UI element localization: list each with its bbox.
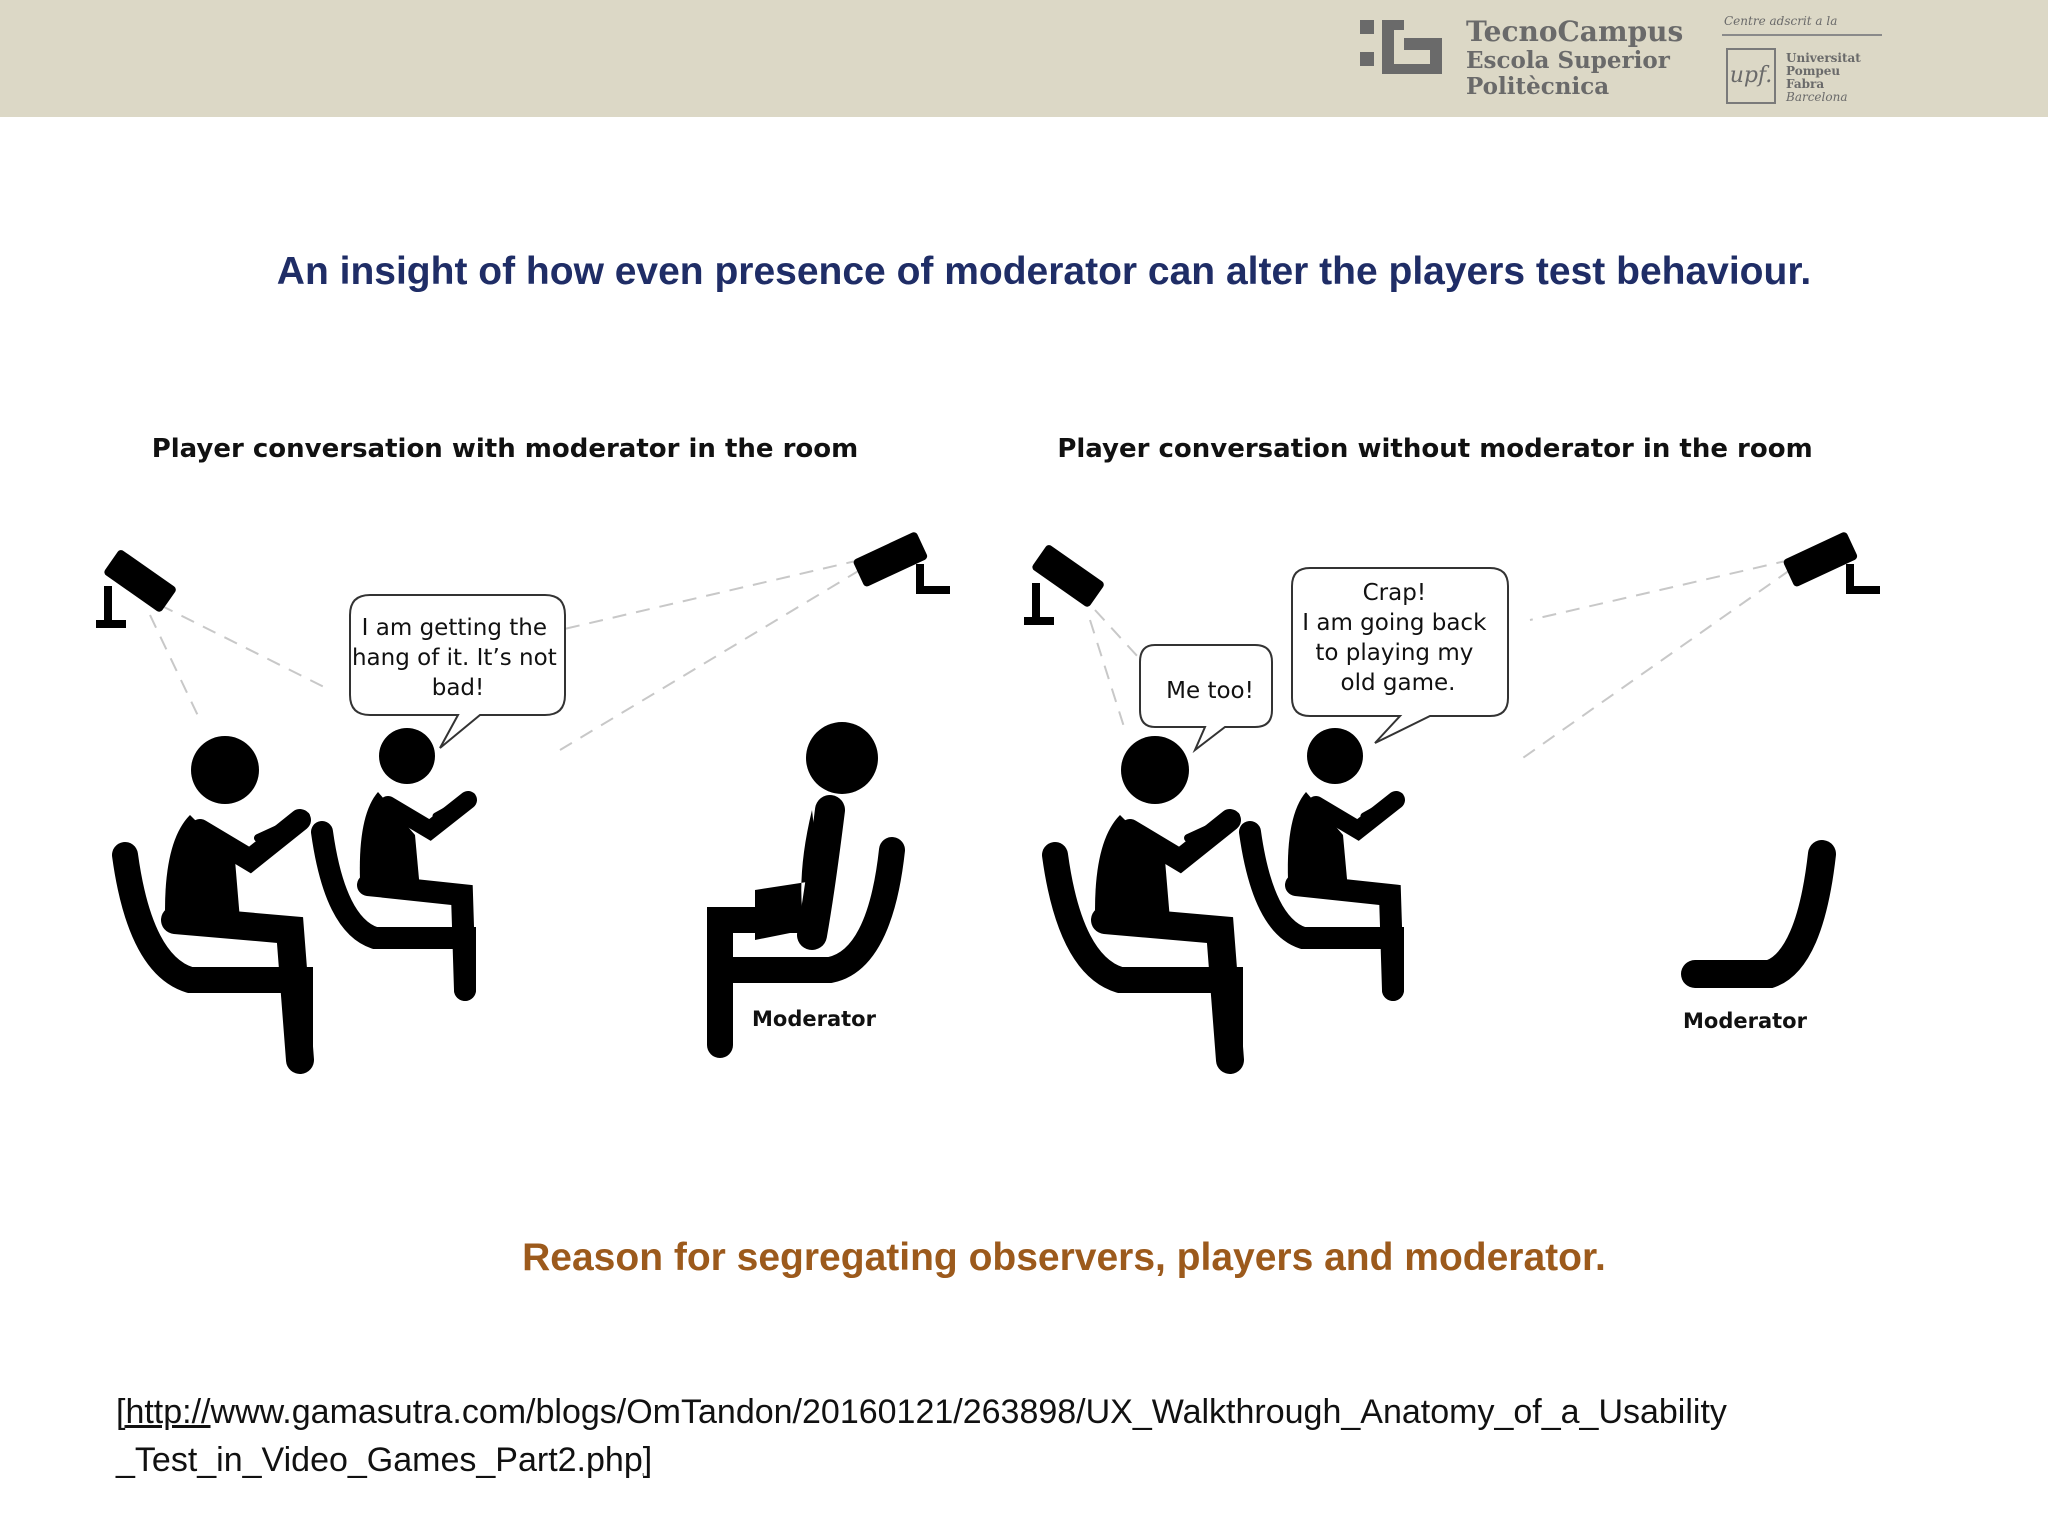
right-player-1-figure [1055, 736, 1236, 1060]
reference-link[interactable]: http:// [125, 1393, 211, 1431]
upf-university-name [1786, 52, 1882, 104]
left-panel-heading: Player conversation with moderator in the room [151, 434, 859, 464]
header-bar [0, 0, 2048, 117]
right-player-2-figure [1250, 728, 1400, 990]
left-security-camera-2-icon [852, 531, 950, 594]
tecnocampus-wordmark [1466, 16, 1683, 100]
subtitle: Reason for segregating observers, players and moderator. [522, 1236, 1606, 1279]
upf-line1: Universitat [1786, 51, 1861, 65]
right-security-camera-2-icon [1782, 531, 1880, 594]
left-bubble-line3: bad! [431, 675, 485, 701]
right-bubble-line2: I am going back [1302, 610, 1487, 636]
right-moderator-label: Moderator [1683, 1009, 1807, 1033]
right-empty-chair [1695, 854, 1822, 974]
reference-line2 [116, 1436, 2016, 1484]
upf-line3: Barcelona [1786, 90, 1848, 104]
upf-box-logo: upf. [1726, 48, 1776, 104]
moderator-illustration [0, 420, 2048, 1100]
left-player-1-figure [125, 736, 306, 1060]
right-panel-heading: Player conversation without moderator in the room [1057, 434, 1813, 464]
tecnocampus-school: Escola Superior [1466, 47, 1670, 74]
left-security-camera-1-icon [96, 549, 177, 628]
tecnocampus-school-2: Politècnica [1466, 73, 1610, 100]
right-bubble-line3: to playing my [1315, 640, 1474, 666]
tecnocampus-logo-icon [1360, 20, 1442, 74]
upf-logo [1722, 14, 1882, 104]
right-security-camera-1-icon [1024, 544, 1105, 625]
right-big-speech-bubble [1292, 568, 1508, 743]
right-small-bubble-text: Me too! [1166, 678, 1254, 704]
reference-open-bracket: [ [116, 1393, 126, 1431]
tecnocampus-name: TecnoCampus [1466, 15, 1684, 48]
reference-close-bracket: ] [642, 1441, 653, 1479]
reference-line1 [116, 1388, 2016, 1436]
right-bubble-line4: old game. [1340, 670, 1456, 696]
left-moderator-figure [720, 722, 892, 1045]
reference-url-cont: _Test_in_Video_Games_Part2.php [116, 1441, 643, 1479]
upf-line2: Pompeu Fabra [1786, 64, 1841, 91]
left-bubble-line1: I am getting the [361, 615, 548, 641]
upf-divider [1722, 34, 1882, 36]
reference-url: www.gamasutra.com/blogs/OmTandon/20160121/263898/UX_Walkthrough_Anatomy_of_a_Usability [210, 1393, 1727, 1431]
left-speech-bubble [350, 595, 565, 748]
right-bubble-line1: Crap! [1362, 580, 1427, 606]
left-player-2-figure [322, 728, 472, 990]
left-moderator-label: Moderator [752, 1007, 876, 1031]
right-small-speech-bubble [1140, 645, 1272, 750]
upf-adscrit: Centre adscrit a la [1724, 14, 1838, 28]
left-bubble-line2: hang of it. It’s not [351, 645, 557, 671]
reference-citation [116, 1388, 2016, 1484]
page-title: An insight of how even presence of moderator can alter the players test behaviour. [276, 250, 1812, 293]
